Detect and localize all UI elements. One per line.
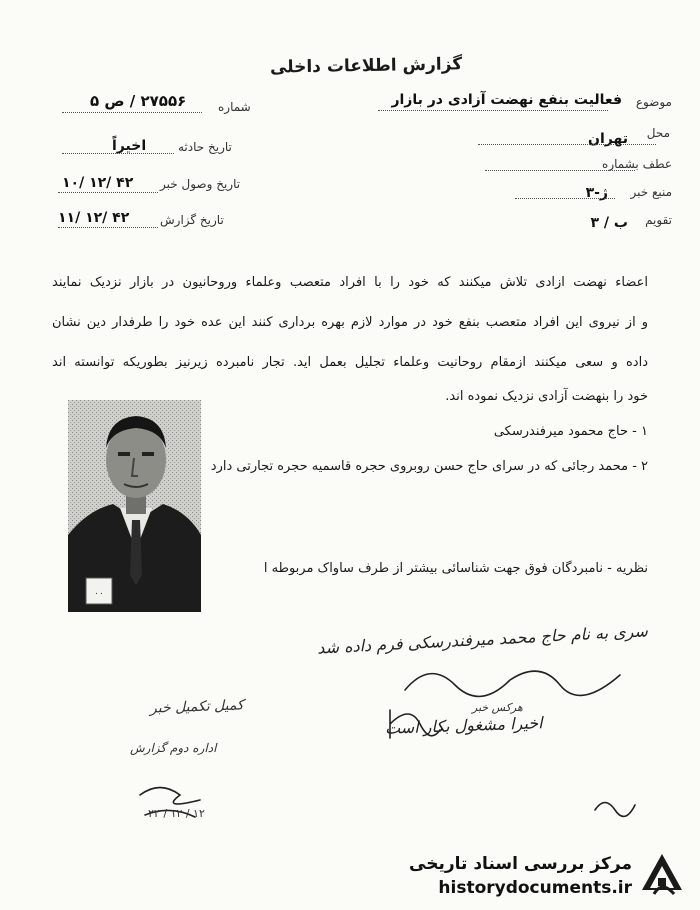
handwritten-label-2: هرکس خبر <box>472 701 523 714</box>
document-title: گزارش اطلاعات داخلی <box>269 54 463 78</box>
header-label-reference: عطف بشماره <box>602 157 672 171</box>
signature-scribble-2-icon <box>380 700 450 745</box>
body-line-3: داده و سعی میکنند ازمقام روحانیت وعلماء تجلیل بعمل آید. تجار نامبرده زیرنیز بطوریکه توانسته اند <box>52 356 648 369</box>
header-value-calendar: ب / ۳ <box>590 215 628 231</box>
header-value-place: تهران <box>588 131 628 147</box>
header-value-incident-date: اخیراً <box>112 138 147 154</box>
signature-scribble-4-icon <box>590 790 640 820</box>
header-value-source: ژ-۳ <box>585 185 608 201</box>
body-line-2: و از نیروی این افراد متعصب بنفع خود در موارد لازم بهره برداری کنند این عده خود را طرفدار دین نشان <box>52 316 648 329</box>
handwritten-note-4: اداره دوم گزارش <box>130 741 217 755</box>
header-label-calendar: تقویم <box>645 213 672 227</box>
person-portrait-icon <box>68 400 201 612</box>
handwritten-note-3: کمیل تکمیل خبر <box>149 697 244 717</box>
footer-watermark <box>410 848 692 904</box>
header-label-received-date: تاریخ وصول خبر <box>160 177 241 191</box>
handwritten-date: ۲۲ / ۱۲ / ۱۲ <box>148 807 205 820</box>
header-label-subject: موضوع <box>635 95 672 109</box>
header-label-source: منبع خبر <box>630 185 672 199</box>
archive-logo-icon <box>636 850 688 902</box>
list-item-1: ۱ - حاج محمود میرفندرسکی <box>493 424 648 439</box>
body-line-4: خود را بنهضت آزادی نزدیک نموده اند. <box>445 389 648 404</box>
body-line-1: اعضاء نهضت آزادی تلاش میکنند که خود را با افراد متعصب وعلماء وروحانیون در بازار نزدیک نمایند <box>52 276 648 289</box>
handwritten-note-2: اخیرا مشغول بکار است <box>384 713 543 738</box>
header-value-number: ۲۷۵۵۶ / ص ۵ <box>90 92 187 110</box>
note-text: نظریه - نامبردگان فوق جهت شناسائی بیشتر از طرف ساواک مربوطه ا <box>263 561 648 576</box>
handwritten-note-1: سری به نام حاج محمد میرفندرسکی فرم داده شد <box>316 621 649 658</box>
header-value-subject: فعالیت بنفع نهضت آزادی در بازار <box>391 92 622 108</box>
list-item-2: ۲ - محمد رجائی که در سرای حاج حسن روبروی حجره قاسمیه حجره تجارتی دارد <box>210 459 648 474</box>
person-photo <box>68 400 201 612</box>
footer-org-name: مرکز بررسی اسناد تاریخی <box>409 854 632 874</box>
header-value-received-date: ۱۰/ ۱۲/ ۴۲ <box>62 175 134 191</box>
signature-scribble-1-icon <box>400 655 630 700</box>
footer-website: historydocuments.ir <box>438 878 632 898</box>
photo-badge: ۰۰ <box>94 589 104 599</box>
header-value-report-date: ۱۱/ ۱۲/ ۴۲ <box>58 210 130 226</box>
header-label-report-date: تاریخ گزارش <box>160 213 224 227</box>
header-label-incident-date: تاریخ حادثه <box>178 140 232 154</box>
header-label-place: محل <box>646 126 670 140</box>
header-label-number: شماره <box>218 100 251 114</box>
